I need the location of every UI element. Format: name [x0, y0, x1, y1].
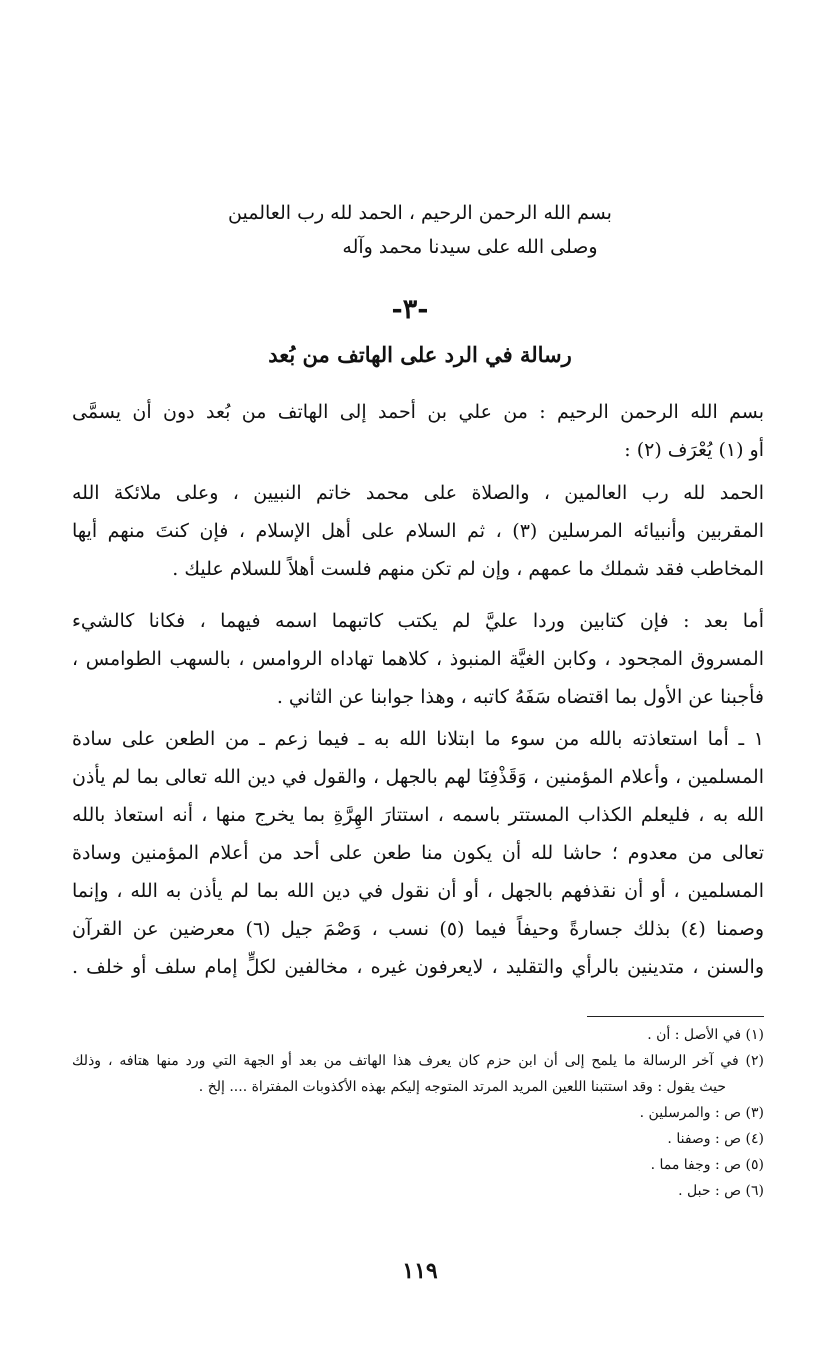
- footnote: (١) في الأصل : أن .: [647, 1027, 764, 1043]
- footnotes: [72, 1022, 764, 1204]
- opening-basmala: [220, 196, 620, 264]
- paragraph: [72, 602, 764, 716]
- text-line: أو (١) يُعْرَف (٢) :: [624, 439, 764, 461]
- text-line: المسلمين ، وأعلام المؤمنين ، وَقَذْفِنَا لهم بالجهل ، والقول في دين الله تعالى بما لم يأذن: [72, 766, 764, 788]
- footnote-continuation: حيث يقول : وقد استتبنا اللعين المريد المرتد المتوجه إليكم بهذه الأكذوبات المفتراة .... إلخ .: [198, 1079, 726, 1095]
- basmala-line: وصلى الله على سيدنا محمد وآله: [342, 236, 598, 258]
- footnote: (٢) في آخر الرسالة ما يلمح إلى أن ابن حزم كان يعرف هذا الهاتف من بعد أو الجهة التي ورد منها هتافه ، وذلك: [72, 1053, 764, 1069]
- text-line: والسنن ، متدينين بالرأي والتقليد ، لايعرفون غيره ، مخالفين لكلٍّ إمام سلف أو خلف .: [72, 956, 764, 978]
- text-line: المسلمين ، أو أن نقذفهم بالجهل ، أو أن نقول في دين الله بما لم يأذن به الله ، وإنما: [72, 880, 764, 902]
- text-line: المخاطب فقد شملك ما عمهم ، وإن لم تكن منهم فلست أهلاً للسلام عليك .: [172, 558, 764, 580]
- text-line: الله به ، فليعلم الكذاب المستتر باسمه ، استتارَ الهِرَّةِ بما يخرج منها ، أنه استعاذ بالله: [72, 804, 764, 826]
- footnote: (٦) ص : حبل .: [678, 1183, 764, 1199]
- page-number: ١١٩: [402, 1258, 438, 1284]
- text-line: ١ ـ أما استعاذته بالله من سوء ما ابتلانا الله به ـ فيما زعم ـ من الطعن على سادة: [72, 728, 764, 750]
- text-line: المسروق المجحود ، وكابن الغيَّة المنبوذ ، كلاهما تهاداه الروامس ، بالسهب الطوامس ،: [72, 648, 764, 670]
- text-line: تعالى من معدوم ؛ حاشا لله أن يكون منا طعن على أحد من أعلام المؤمنين وسادة: [72, 842, 764, 864]
- basmala-line: بسم الله الرحمن الرحيم ، الحمد لله رب العالمين: [228, 202, 612, 224]
- text-line: المقربين وأنبيائه المرسلين (٣) ، ثم السلام على أهل الإسلام ، فإن كنتَ منهم أيها: [72, 520, 764, 542]
- intro-paragraph: [72, 393, 764, 469]
- footnote-separator: [587, 1016, 764, 1017]
- paragraph: [72, 474, 764, 588]
- text-line: فأجبنا عن الأول بما اقتضاه سَفَهُ كاتبه ، وهذا جوابنا عن الثاني .: [276, 686, 764, 708]
- footnote: (٤) ص : وصفنا .: [667, 1131, 764, 1147]
- text-line: الحمد لله رب العالمين ، والصلاة على محمد خاتم النبيين ، وعلى ملائكة الله: [72, 482, 764, 504]
- text-line: بسم الله الرحمن الرحيم : من علي بن أحمد إلى الهاتف من بُعد دون أن يسمَّى: [72, 401, 764, 423]
- section-title: رسالة في الرد على الهاتف من بُعد: [268, 342, 572, 367]
- footnote: (٣) ص : والمرسلين .: [639, 1105, 764, 1121]
- paragraph: [72, 720, 764, 986]
- footnote: (٥) ص : وجفا مما .: [650, 1157, 764, 1173]
- text-line: أما بعد : فإن كتابين وردا عليَّ لم يكتب كاتبهما اسمه فيهما ، فكانا كالشيء: [72, 610, 764, 632]
- section-number: -٣-: [391, 294, 429, 325]
- text-line: وصمنا (٤) بذلك جسارةً وحيفاً فيما (٥) نسب ، وَصْمَ جيل (٦) معرضين عن القرآن: [72, 918, 764, 940]
